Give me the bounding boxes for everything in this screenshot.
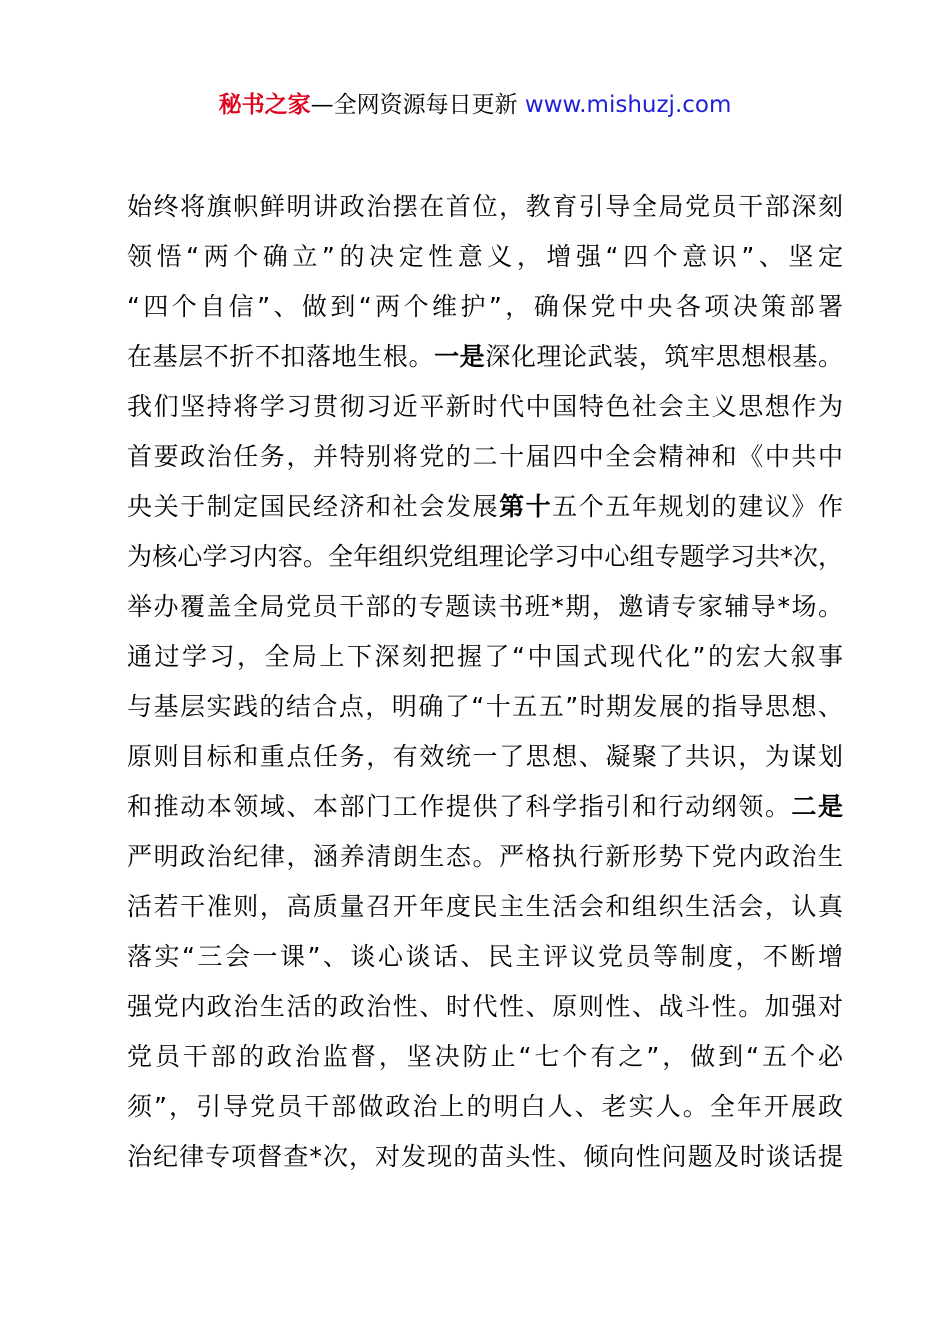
text-segment: 与基层实践的结合点，明确了“十五五”时期发展的指导思想、 (127, 692, 843, 721)
bold-marker: 一是 (434, 342, 486, 371)
text-segment: 领悟“两个确立”的决定性意义，增强“四个意识”、坚定 (127, 242, 843, 271)
text-segment: 为核心学习内容。全年组织党组理论学习中心组专题学习共*次， (127, 542, 843, 571)
brand-name: 秘书之家 (218, 92, 311, 118)
bold-marker: 二是 (791, 792, 843, 821)
text-line (127, 932, 843, 982)
text-segment: 举办覆盖全局党员干部的专题读书班*期，邀请专家辅导*场。 (127, 592, 843, 621)
text-segment: 原则目标和重点任务，有效统一了思想、凝聚了共识，为谋划 (127, 742, 843, 771)
bold-marker: 第十 (499, 492, 553, 521)
document-body (127, 182, 843, 1182)
text-line (127, 582, 843, 632)
text-line (127, 832, 843, 882)
site-header (0, 88, 950, 122)
text-segment: 党员干部的政治监督，坚决防止“七个有之”，做到“五个必 (127, 1042, 843, 1071)
text-line (127, 882, 843, 932)
text-line (127, 782, 843, 832)
text-segment: 首要政治任务，并特别将党的二十届四中全会精神和《中共中 (127, 442, 843, 471)
text-line (127, 732, 843, 782)
text-segment: 央关于制定国民经济和社会发展 (127, 492, 500, 521)
text-line (127, 1132, 843, 1182)
text-line (127, 282, 843, 332)
text-segment: “四个自信”、做到“两个维护”，确保党中央各项决策部署 (127, 292, 843, 321)
text-segment: 活若干准则，高质量召开年度民主生活会和组织生活会，认真 (127, 892, 843, 921)
text-segment: 我们坚持将学习贯彻习近平新时代中国特色社会主义思想作为 (127, 392, 843, 421)
text-line (127, 482, 843, 532)
text-line (127, 232, 843, 282)
text-line (127, 982, 843, 1032)
text-segment: 五个五年规划的建议》作 (552, 492, 843, 521)
text-line (127, 1082, 843, 1132)
text-line (127, 632, 843, 682)
text-line (127, 332, 843, 382)
text-segment: 在基层不折不扣落地生根。 (127, 342, 435, 371)
text-segment: 深化理论武装，筑牢思想根基。 (485, 342, 843, 371)
text-segment: 严明政治纪律，涵养清朗生态。严格执行新形势下党内政治生 (127, 842, 843, 871)
text-segment: 始终将旗帜鲜明讲政治摆在首位，教育引导全局党员干部深刻 (127, 192, 843, 221)
text-segment: 通过学习，全局上下深刻把握了“中国式现代化”的宏大叙事 (127, 642, 843, 671)
text-segment: 治纪律专项督查*次，对发现的苗头性、倾向性问题及时谈话提 (127, 1142, 843, 1171)
text-segment: 和推动本领域、本部门工作提供了科学指引和行动纲领。 (127, 792, 792, 821)
text-segment: 须”，引导党员干部做政治上的明白人、老实人。全年开展政 (127, 1092, 843, 1121)
text-segment: 落实“三会一课”、谈心谈话、民主评议党员等制度，不断增 (127, 942, 843, 971)
text-line (127, 532, 843, 582)
header-tagline: —全网资源每日更新 (310, 92, 525, 118)
site-url-link[interactable]: www.mishuzj.com (524, 92, 732, 118)
text-line (127, 432, 843, 482)
text-segment: 强党内政治生活的政治性、时代性、原则性、战斗性。加强对 (127, 992, 843, 1021)
text-line (127, 682, 843, 732)
text-line (127, 1032, 843, 1082)
text-line (127, 182, 843, 232)
text-line (127, 382, 843, 432)
